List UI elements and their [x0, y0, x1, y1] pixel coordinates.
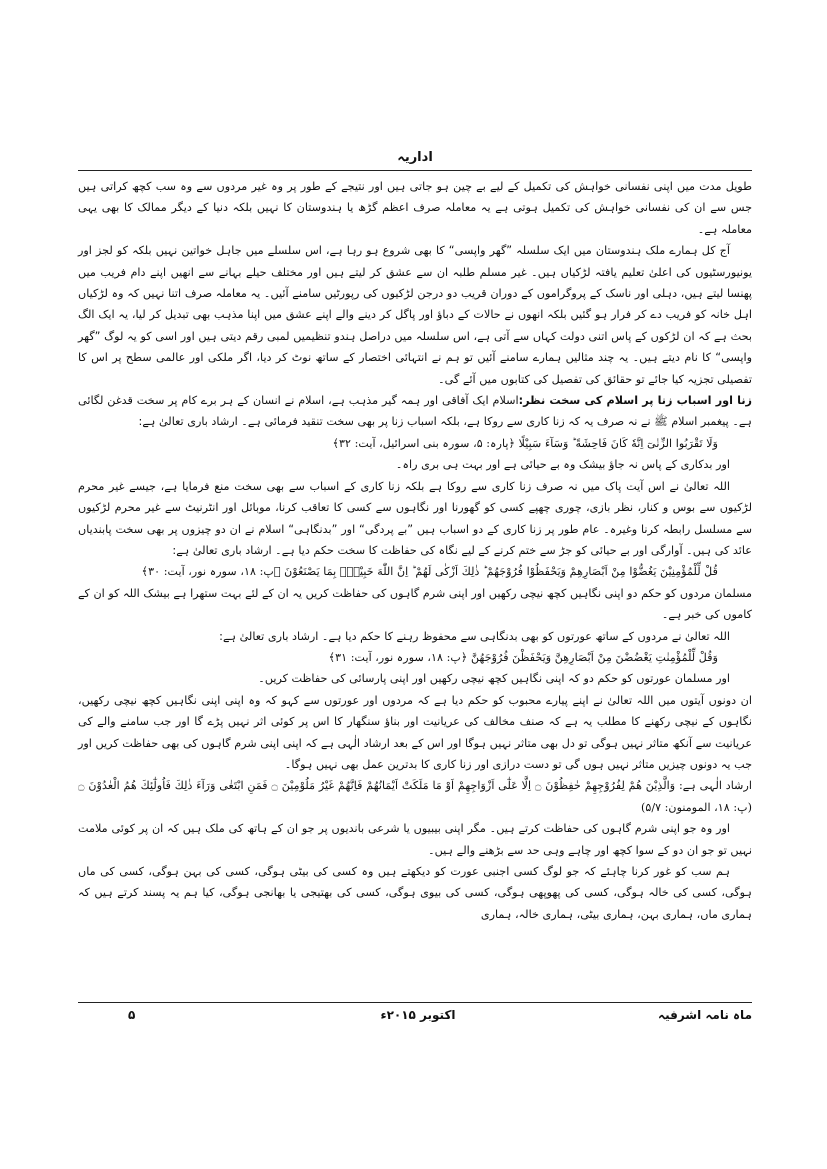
paragraph: [78, 390, 752, 433]
quran-verse: ارشاد الٰہی ہے: وَالَّذِيْنَ هُمْ لِفُرُوْجِهِمْ حٰفِظُوْنَ ۝ اِلَّا عَلٰٓى اَزْوَاجِهِمْ اَوْ مَا مَلَكَتْ اَيْمَانُهُمْ فَاِنَّهُمْ غَيْرُ مَلُوْمِيْنَ ۝ فَمَنِ ابْتَغٰى وَرَآءَ ذٰلِكَ فَاُولٰٓئِكَ هُمُ الْعٰدُوْنَ ۝ (پ: ۱۸، المومنون: ۵/۷): [78, 779, 753, 814]
quran-verse: قُلْ لِّلْمُؤْمِنِيْنَ يَغُضُّوْا مِنْ اَبْصَارِهِمْ وَيَحْفَظُوْا فُرُوْجَهُمْ ؕ ذٰلِكَ اَزْكٰى لَهُمْ ؕ اِنَّ اللّٰهَ خَبِيْرٌۢ بِمَا يَصْنَعُوْنَ ﴿پ: ۱۸، سورہ نور، آیت: ۳۰﴾: [141, 565, 718, 579]
paragraph: ہم سب کو غور کرنا چاہئے کہ جو لوگ کسی اجنبی عورت کو دیکھتے ہیں وہ کسی کی بیٹی ہوگی، کسی کی بہن ہوگی، کسی کی ماں ہوگی، کسی کی خالہ ہوگی، کسی کی پھوپھی ہوگی، کسی کی بیوی ہوگی، کسی کی بھتیجی یا بھانجی ہوگی، کیا ہم یہ پسند کرتے ہیں کہ ہماری ماں، ہماری بہن، ہماری بیٹی، ہماری خالہ، ہماری: [78, 865, 752, 921]
header-divider: [78, 170, 752, 171]
page-footer: [78, 1008, 752, 1030]
issue-date: اکتوبر ۲۰۱۵ء: [380, 1008, 456, 1022]
quran-verse: وَلَا تَقْرَبُوا الزِّنٰىٓ اِنَّهٗ كَانَ فَاحِشَةً ؕ وَسَآءَ سَبِيْلًا ﴿پارہ: ۵، سورہ بنی اسرائیل، آیت: ۳۲﴾: [332, 436, 718, 450]
translation: اور وہ جو اپنی شرم گاہوں کی حفاظت کرتے ہیں۔ مگر اپنی بیبیوں یا شرعی باندیوں پر جو ان کے ہاتھ کی ملک ہیں کہ ان پر کوئی ملامت نہیں تو جو ان دو کے سوا کچھ اور چاہے وہی حد سے بڑھنے والے ہیں۔: [78, 822, 752, 857]
paragraph: ان دونوں آیتوں میں اللہ تعالیٰ نے اپنے پیارے محبوب کو حکم دیا ہے کہ مردوں اور عورتوں سے کہو کہ وہ اپنی اپنی نگاہیں کچھ نیچی رکھیں، نگاہوں کے نیچی رکھنے کا مطلب یہ ہے کہ صنف مخالف کی عریانیت اور بناؤ سنگھار کا اس پر کوئی اثر نہیں پڑے گا اور جب سامنے والے کی عریانیت سے آنکھ متاثر نہیں ہوگی تو دل بھی متاثر نہیں ہوگا اور اس کے بعد ارشاد الٰہی ہے کہ اپنی اپنی شرم گاہوں کی بھی حفاظت کریں اور جب یہ دونوں چیزیں متاثر نہیں ہوں گی تو دست درازی اور زنا کاری کا بدترین عمل بھی نہیں ہوگا۔: [78, 693, 752, 771]
paragraph-text: اسلام ایک آفاقی اور ہمہ گیر مذہب ہے، اسلام نے انسان کے ہر برے کام پر سخت قدغن لگائی ہے۔ پیغمبر اسلام ﷺ نے نہ صرف یہ کہ زنا کاری سے روکا ہے، بلکہ اسباب زنا پر بھی سخت تنقید فرمائی ہے۔ ارشاد باری تعالیٰ ہے:: [78, 394, 752, 429]
paragraph: آج کل ہمارے ملک ہندوستان میں ایک سلسلہ ”گھر واپسی“ کا بھی شروع ہو رہا ہے، اس سلسلے میں جاہل خواتین نہیں بلکہ کو لجز اور یونیورسٹیوں کی اعلیٰ تعلیم یافتہ لڑکیاں ہیں۔ غیر مسلم طلبہ ان سے عشق کر لیتے ہیں اور مختلف حیلے بہانے سے انھیں اپنے دام فریب میں پھنسا لیتے ہیں، دہلی اور ناسک کے پروگراموں کے دوران قریب دو درجن لڑکیوں کی رپورٹیں سامنے آئیں۔ یہ معاملہ صرف اتنا نہیں کہ وہ لڑکیاں اہل خانہ کو فریب دے کر فرار ہو گئیں بلکہ انھوں نے حالات کے دباؤ اور پاگل کر دینے والے اپنے عشق میں اپنا مذہب بھی تبدیل کر لیا، یہ ایک الگ بحث ہے کہ ان لڑکوں کے پاس اتنی دولت کہاں سے آتی ہے، اس سلسلہ میں دراصل ہندو تنظیمیں لمبی رقم دیتی ہیں اور اسی کو یہ لوگ ”گھر واپسی“ کا نام دیتے ہیں۔ یہ چند مثالیں ہمارے سامنے آئیں تو ہم نے انتہائی اختصار کے ساتھ نوٹ کر دیا، اگر ملکی اور عالمی سطح پر اس کا تفصیلی تجزیہ کیا جائے تو حقائق کی تفصیل کی کتابوں میں آئے گی۔: [78, 244, 752, 386]
article-body: [78, 176, 752, 925]
translation: مسلمان مردوں کو حکم دو اپنی نگاہیں کچھ نیچی رکھیں اور اپنی شرم گاہوں کی حفاظت کریں یہ ان کے لئے بہت ستھرا ہے بیشک اللہ کو ان کے کاموں کی خبر ہے۔: [78, 586, 752, 622]
footer-divider: [78, 1002, 752, 1003]
page: [78, 150, 752, 1050]
page-header-title: اداریہ: [397, 150, 433, 165]
paragraph: اللہ تعالیٰ نے اس آیت پاک میں نہ صرف زنا کاری سے روکا ہے بلکہ زنا کاری کے اسباب سے بھی سخت منع فرمایا ہے، جیسے غیر محرم لڑکیوں سے بوس و کنار، نظر بازی، چوری چھپے کسی کو گھورنا اور نگاہوں سے کسی کا تعاقب کرنا، موبائل اور انٹرنیٹ سے غیر محرم لڑکیوں سے مسلسل رابطہ کرنا وغیرہ۔ عام طور پر زنا کاری کے دو اسباب ہیں ”بے پردگی“ اور ”بدنگاہی“ اسلام نے ان دو چیزوں پر بھی سخت پابندیاں عائد کی ہیں۔ آوارگی اور بے حیائی کو جڑ سے ختم کرنے کے لیے نگاہ کی حفاظت کا سخت حکم دیا ہے۔ ارشاد باری تعالیٰ ہے:: [78, 479, 752, 557]
translation: اور بدکاری کے پاس نہ جاؤ بیشک وہ بے حیائی ہے اور بہت ہی بری راہ۔: [395, 458, 730, 472]
page-number: ۵: [128, 1008, 136, 1022]
quran-verse: وَقُلْ لِّلْمُؤْمِنٰتِ يَغْضُضْنَ مِنْ اَبْصَارِهِنَّ وَيَحْفَظْنَ فُرُوْجَهُنَّ ﴿پ: ۱۸، سورہ نور، آیت: ۳۱﴾: [328, 650, 718, 664]
translation: اور مسلمان عورتوں کو حکم دو کہ اپنی نگاہیں کچھ نیچی رکھیں اور اپنی پارسائی کی حفاظت کریں۔: [258, 672, 730, 686]
section-heading: زنا اور اسباب زنا پر اسلام کی سخت نظر:: [518, 394, 752, 408]
paragraph: اللہ تعالیٰ نے مردوں کے ساتھ عورتوں کو بھی بدنگاہی سے محفوظ رہنے کا حکم دیا ہے۔ ارشاد باری تعالیٰ ہے:: [219, 629, 730, 643]
journal-name: ماہ نامہ اشرفیہ: [658, 1008, 752, 1022]
paragraph: طویل مدت میں اپنی نفسانی خواہش کی تکمیل کے لیے بے چین ہو جاتی ہیں اور نتیجے کے طور پر وہ غیر مردوں سے وہ سب کچھ کراتی ہیں جس سے ان کی نفسانی خواہش کی تکمیل ہوتی ہے یہ معاملہ صرف اعظم گڑھ یا ہندوستان کا نہیں بلکہ دنیا کے دیگر ممالک کا بھی یہی معاملہ ہے۔: [78, 180, 752, 236]
